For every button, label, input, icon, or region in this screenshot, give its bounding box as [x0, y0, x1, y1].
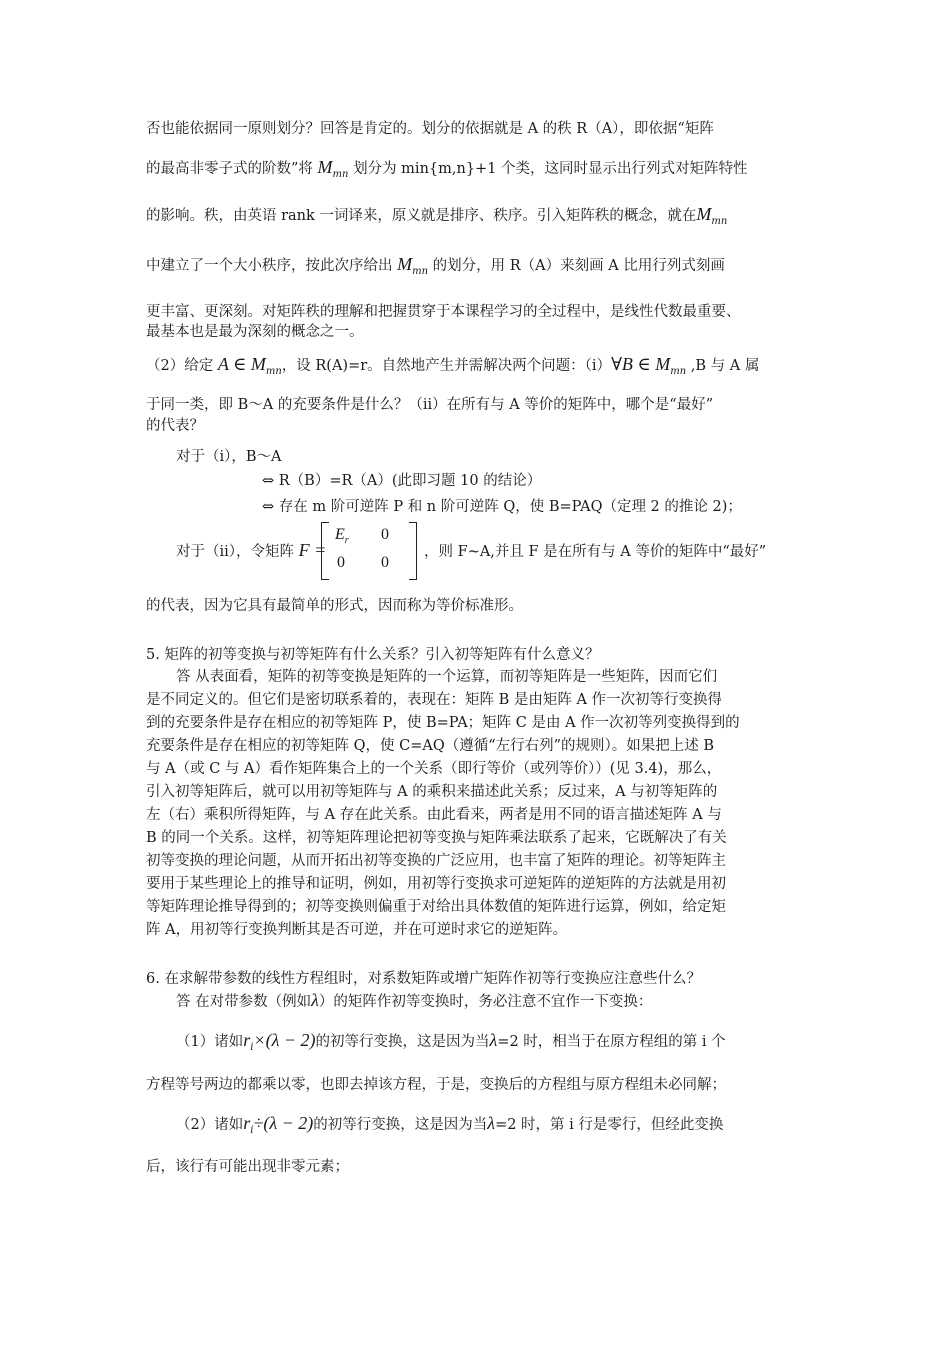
answer-line: 等矩阵理论推导得到的；初等变换则偏重于对给出具体数值的矩阵进行运算，例如，给定矩 [146, 899, 726, 915]
answer-line: 阵 A，用初等行变换判断其是否可逆，并在可逆时求它的逆矩阵。 [146, 922, 568, 938]
answer-line: 左（右）乘积所得矩阵，与 A 存在此关系。由此看来，两者是用不同的语言描述矩阵 A 与 [146, 807, 722, 823]
matrix-entry: 0 [337, 554, 345, 571]
paragraph-line: 的代表，因为它具有最简单的形式，因而称为等价标准形。 [146, 598, 523, 614]
answer-line: 要用于某些理论上的推导和证明，例如，用初等行变换求可逆矩阵的逆矩阵的方法就是用初 [146, 876, 726, 892]
paragraph-line: 对于（i），B～A [176, 449, 282, 465]
answer-line: 是不同定义的。但它们是密切联系着的，表现在：矩阵 B 是由矩阵 A 作一次初等行变换得 [146, 692, 723, 708]
question-heading: 6. 在求解带参数的线性方程组时，对系数矩阵或增广矩阵作初等行变换应注意些什么？ [146, 971, 701, 987]
paragraph-line: ，则 F~A,并且 F 是在所有与 A 等价的矩阵中“最好” [424, 544, 767, 560]
paragraph-line: 最基本也是最为深刻的概念之一。 [146, 324, 364, 340]
answer-line: 答 在对带参数（例如λ）的矩阵作初等变换时，务必注意不宜作一下变换： [176, 990, 653, 1010]
matrix-entry: 0 [381, 554, 389, 571]
answer-line: 与 A（或 C 与 A）看作矩阵集合上的一个关系（即行等价（或列等价））(见 3.4)，那么， [146, 761, 722, 777]
answer-line: 充要条件是存在相应的初等矩阵 Q，使 C=AQ（遵循“左行右列”的规则）。如果把上述 B [146, 738, 715, 754]
answer-line: （2）诸如$r_i\div(\lambda - 2)$的初等行变换，这是因为当λ=2 时，第 i 行是零行，但经此变换 [176, 1113, 724, 1136]
paragraph-line: 的影响。秩，由英语 rank 一词译来，原义就是排序、秩序。引入矩阵秩的概念，就在$M_{mn}$ [146, 204, 728, 227]
answer-line: 引入初等矩阵后，就可以用初等矩阵与 A 的乘积来描述此关系；反过来，A 与初等矩阵的 [146, 784, 718, 800]
equivalence-line: ⇔ 存在 m 阶可逆阵 P 和 n 阶可逆阵 Q，使 B=PAQ（定理 2 的推论 2)； [262, 499, 742, 515]
matrix-right-bracket [409, 522, 417, 580]
question-heading: 5. 矩阵的初等变换与初等矩阵有什么关系？引入初等矩阵有什么意义？ [146, 647, 600, 663]
answer-line: 方程等号两边的都乘以零，也即去掉该方程，于是，变换后的方程组与原方程组未必同解； [146, 1077, 726, 1093]
equivalence-line: ⇔ R（B）=R（A）(此即习题 10 的结论） [262, 473, 542, 489]
paragraph-line: 否也能依据同一原则划分？回答是肯定的。划分的依据就是 A 的秩 R（A），即依据“矩阵 [146, 121, 714, 137]
answer-line: 答 从表面看，矩阵的初等变换是矩阵的一个运算，而初等矩阵是一些矩阵，因而它们 [176, 669, 718, 685]
matrix-entry: $E_r$ [335, 526, 349, 546]
answer-line: B 的同一个关系。这样，初等矩阵理论把初等变换与矩阵乘法联系了起来，它既解决了有关 [146, 830, 727, 846]
answer-line: 初等变换的理论问题，从而开拓出初等变换的广泛应用，也丰富了矩阵的理论。初等矩阵主 [146, 853, 726, 869]
standard-form-matrix [321, 522, 421, 582]
paragraph-line: 对于（ii），令矩阵 F = [176, 540, 326, 560]
paragraph-line: 的代表？ [146, 418, 204, 434]
paragraph-line: 更丰富、更深刻。对矩阵秩的理解和把握贯穿于本课程学习的全过程中，是线性代数最重要、 [146, 304, 741, 320]
paragraph-line: 中建立了一个大小秩序，按此次序给出 $M_{mn}$ 的划分，用 R（A）来刻画 A 比用行列式刻画 [146, 254, 725, 277]
paragraph-line: 于同一类，即 B～A 的充要条件是什么？（ii）在所有与 A 等价的矩阵中，哪个是“最好” [146, 397, 714, 413]
answer-line: 后，该行有可能出现非零元素； [146, 1159, 349, 1175]
matrix-entry: 0 [381, 526, 389, 543]
paragraph-line: （2）给定 A ∈ $M_{mn}$，设 R(A)=r。自然地产生并需解决两个问题：（i）∀B ∈ $M_{mn}$ ,B 与 A 属 [146, 354, 760, 377]
answer-line: （1）诸如$r_i\times(\lambda - 2)$的初等行变换，这是因为当λ=2 时，相当于在原方程组的第 i 个 [176, 1030, 726, 1053]
paragraph-line: 的最高非零子式的阶数”将 $M_{mn}$ 划分为 min{m,n}+1 个类，这同时显示出行列式对矩阵特性 [146, 157, 748, 180]
matrix-left-bracket [321, 522, 329, 580]
answer-line: 到的充要条件是存在相应的初等矩阵 P，使 B=PA；矩阵 C 是由 A 作一次初等列变换得到的 [146, 715, 740, 731]
